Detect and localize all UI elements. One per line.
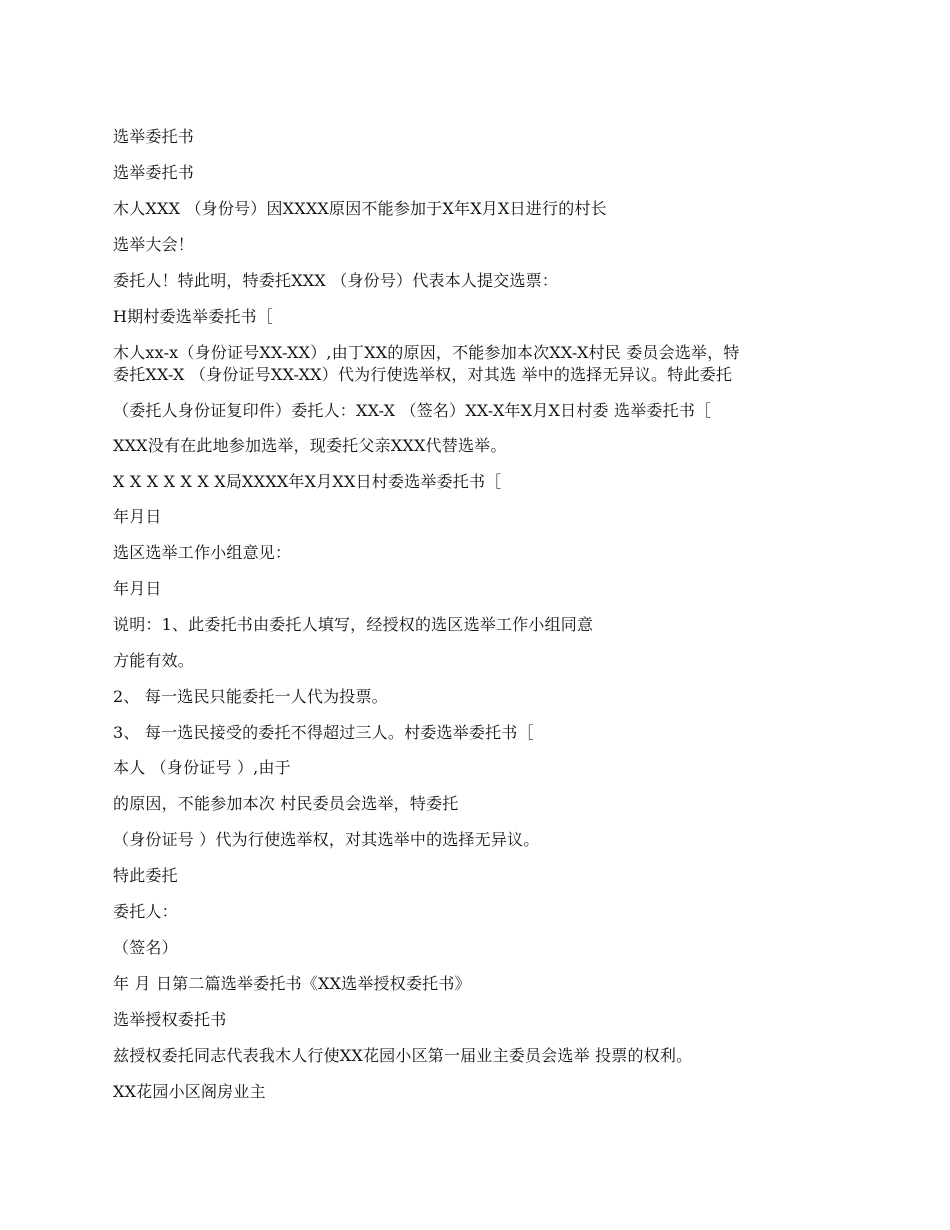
- paragraph-line: 选举大会！: [113, 235, 195, 254]
- note-line: 说明：1、此委托书由委托人填写，经授权的选区选举工作小组同意: [113, 615, 594, 634]
- date-line: 年月日: [113, 579, 162, 598]
- section-heading: 选举授权委托书: [113, 1010, 227, 1029]
- paragraph-line: （身份证号 ）代为行使选举权，对其选举中的选择无异议。: [113, 830, 540, 849]
- paragraph-line: 委托XX-X （身份证号XX-XX）代为行使选举权，对其选 举中的选择无异议。特此委托: [113, 365, 733, 384]
- paragraph-line: 特此委托: [113, 866, 178, 885]
- doc-title: 选举委托书: [113, 127, 195, 146]
- paragraph-line: （委托人身份证复印件）委托人：XX-X （签名）XX-X年X月X日村委 选举委托书［: [113, 401, 712, 420]
- paragraph-line: 的原因，不能参加本次 村民委员会选举，特委托: [113, 794, 459, 813]
- paragraph-line: 年 月 日第二篇选举委托书《XX选举授权委托书》: [113, 974, 471, 993]
- paragraph-line: 木人xx-x（身份证号XX-XX）,由丁XX的原因，不能参加本次XX-X村民 委员会选举，特: [113, 343, 740, 362]
- paragraph-line: 兹授权委托同志代表我木人行使XX花园小区第一届业主委员会选举 投票的权利。: [113, 1046, 693, 1065]
- note-line: 方能有效。: [113, 651, 195, 670]
- paragraph-line: X X X X X X X局XXXX年X月XX日村委选举委托书［: [113, 472, 502, 491]
- signature-label: 委托人：: [113, 902, 178, 921]
- note-line: 3、 每一选民接受的委托不得超过三人。村委选举委托书［: [113, 723, 534, 742]
- signature-note: （签名）: [113, 938, 178, 957]
- paragraph-line: 木人XXX （身份号）因XXXX原因不能参加于X年X月X日进行的村长: [113, 199, 607, 218]
- note-line: 2、 每一选民只能委托一人代为投票。: [113, 687, 388, 706]
- doc-subtitle: 选举委托书: [113, 163, 195, 182]
- section-heading: H期村委选举委托书［: [113, 307, 273, 326]
- paragraph-line: XXX没有在此地参加选举，现委托父亲XXX代替选举。: [113, 436, 507, 455]
- paragraph-line: 委托人！特此明，特委托XXX （身份号）代表本人提交选票：: [113, 271, 559, 290]
- date-line: 年月日: [113, 507, 162, 526]
- paragraph-line: 本人 （身份证号 ）,由于: [113, 758, 291, 777]
- paragraph-line: 选区选举工作小组意见：: [113, 543, 292, 562]
- paragraph-line: XX花园小区阁房业主: [113, 1082, 266, 1101]
